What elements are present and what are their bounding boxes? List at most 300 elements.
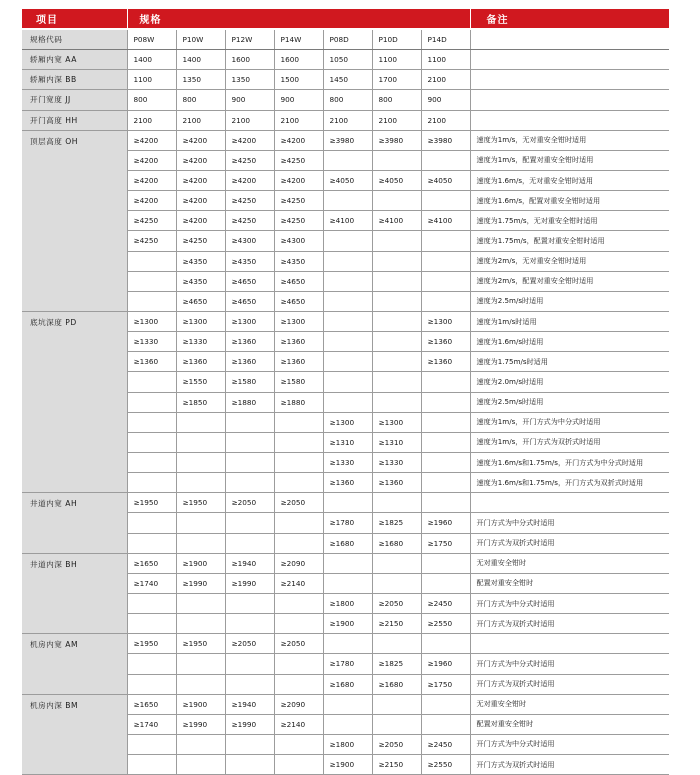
spec-value-cell: ≥1780 (323, 513, 372, 533)
spec-value-cell: ≥2050 (372, 734, 421, 754)
spec-value-cell (323, 714, 372, 734)
spec-value-cell: ≥1300 (421, 311, 470, 331)
spec-value-cell (323, 553, 372, 573)
spec-value-cell (225, 654, 274, 674)
spec-value-cell: P08W (127, 29, 176, 50)
group-label: 顶层高度 OH (22, 130, 127, 311)
row-label: 轿厢内深 BB (22, 70, 127, 90)
spec-value-cell (323, 573, 372, 593)
spec-value-cell: ≥4200 (225, 130, 274, 150)
spec-value-cell: ≥2550 (421, 614, 470, 634)
spec-value-cell (421, 634, 470, 654)
spec-value-cell: ≥1360 (225, 352, 274, 372)
spec-value-cell: 1350 (176, 70, 225, 90)
spec-value-cell: ≥4050 (372, 170, 421, 190)
spec-value-cell (176, 674, 225, 694)
spec-value-cell: ≥1360 (421, 352, 470, 372)
spec-value-cell: ≥4250 (225, 211, 274, 231)
spec-value-cell: ≥2550 (421, 755, 470, 775)
spec-value-cell: ≥1900 (323, 614, 372, 634)
table-body (22, 29, 669, 775)
spec-value-cell (372, 150, 421, 170)
spec-value-cell: ≥4100 (421, 211, 470, 231)
spec-value-cell (372, 573, 421, 593)
spec-value-cell (274, 755, 323, 775)
spec-value-cell: 2100 (421, 70, 470, 90)
spec-value-cell (127, 251, 176, 271)
spec-value-cell (176, 593, 225, 613)
spec-value-cell: 1450 (323, 70, 372, 90)
note-cell: 速度为1.6m/s和1.75m/s，开门方式为双折式时适用 (470, 473, 669, 493)
spec-value-cell (421, 291, 470, 311)
spec-value-cell: 1100 (421, 50, 470, 70)
spec-value-cell: ≥2450 (421, 734, 470, 754)
spec-value-cell: 2100 (274, 110, 323, 130)
spec-value-cell (323, 634, 372, 654)
spec-value-cell: ≥1950 (176, 634, 225, 654)
spec-value-cell: ≥4200 (176, 150, 225, 170)
spec-value-cell (225, 412, 274, 432)
spec-value-cell: 800 (372, 90, 421, 110)
spec-value-cell: ≥4650 (176, 291, 225, 311)
spec-value-cell: ≥1780 (323, 654, 372, 674)
spec-value-cell (127, 593, 176, 613)
spec-value-cell (127, 473, 176, 493)
spec-value-cell: ≥4300 (274, 231, 323, 251)
spec-value-cell: ≥1880 (274, 392, 323, 412)
spec-value-cell (372, 291, 421, 311)
group-label: 机房内宽 AM (22, 634, 127, 694)
note-cell (470, 50, 669, 70)
spec-value-cell: 800 (176, 90, 225, 110)
note-cell (470, 493, 669, 513)
note-cell: 开门方式为双折式时适用 (470, 674, 669, 694)
spec-value-cell: ≥1360 (274, 332, 323, 352)
spec-value-cell: ≥1330 (372, 452, 421, 472)
spec-value-cell (421, 473, 470, 493)
spec-value-cell: ≥1990 (225, 714, 274, 734)
spec-value-cell (274, 674, 323, 694)
spec-value-cell (176, 734, 225, 754)
spec-value-cell: 1400 (176, 50, 225, 70)
spec-value-cell (323, 694, 372, 714)
note-cell: 速度为2.5m/s时适用 (470, 392, 669, 412)
spec-value-cell (323, 493, 372, 513)
spec-value-cell: P14W (274, 29, 323, 50)
spec-value-cell: ≥1990 (225, 573, 274, 593)
spec-value-cell: ≥1900 (323, 755, 372, 775)
note-cell (470, 110, 669, 130)
spec-value-cell (127, 513, 176, 533)
spec-value-cell (421, 251, 470, 271)
spec-value-cell: ≥4650 (225, 291, 274, 311)
spec-value-cell: ≥4200 (127, 191, 176, 211)
note-cell: 速度为2m/s，配置对重安全钳时适用 (470, 271, 669, 291)
spec-value-cell: ≥1650 (127, 694, 176, 714)
spec-value-cell (323, 271, 372, 291)
spec-value-cell: ≥1330 (176, 332, 225, 352)
spec-value-cell: ≥4100 (372, 211, 421, 231)
spec-value-cell: ≥1310 (323, 432, 372, 452)
note-cell: 速度为1.75m/s时适用 (470, 352, 669, 372)
spec-value-cell: P12W (225, 29, 274, 50)
spec-value-cell (127, 271, 176, 291)
table-row (22, 553, 669, 573)
spec-value-cell: ≥2090 (274, 553, 323, 573)
spec-value-cell: ≥4250 (274, 150, 323, 170)
spec-value-cell: ≥1750 (421, 674, 470, 694)
spec-value-cell: ≥4250 (225, 191, 274, 211)
spec-value-cell: 1400 (127, 50, 176, 70)
spec-value-cell (225, 533, 274, 553)
note-cell: 速度为1.75m/s，无对重安全钳时适用 (470, 211, 669, 231)
spec-value-cell (421, 392, 470, 412)
row-label: 轿厢内宽 AA (22, 50, 127, 70)
spec-value-cell: ≥1800 (323, 734, 372, 754)
spec-value-cell: ≥3980 (421, 130, 470, 150)
spec-value-cell: ≥1950 (127, 493, 176, 513)
spec-value-cell: ≥4350 (274, 251, 323, 271)
spec-value-cell (127, 755, 176, 775)
spec-value-cell: ≥2150 (372, 755, 421, 775)
spec-value-cell: 800 (323, 90, 372, 110)
spec-value-cell: 2100 (127, 110, 176, 130)
spec-value-cell (372, 352, 421, 372)
spec-value-cell: 2100 (225, 110, 274, 130)
spec-value-cell (421, 694, 470, 714)
spec-value-cell (225, 452, 274, 472)
spec-value-cell (274, 432, 323, 452)
spec-value-cell: 900 (225, 90, 274, 110)
spec-value-cell: ≥4200 (127, 170, 176, 190)
spec-value-cell (323, 150, 372, 170)
table-row (22, 50, 669, 70)
spec-value-cell: ≥4650 (225, 271, 274, 291)
spec-value-cell (274, 473, 323, 493)
spec-value-cell: ≥4250 (127, 231, 176, 251)
spec-value-cell: ≥1825 (372, 654, 421, 674)
spec-value-cell (225, 473, 274, 493)
spec-value-cell: ≥4350 (225, 251, 274, 271)
spec-value-cell: ≥1300 (176, 311, 225, 331)
spec-value-cell (372, 493, 421, 513)
table-row (22, 493, 669, 513)
spec-value-cell (323, 332, 372, 352)
spec-value-cell: ≥1300 (225, 311, 274, 331)
spec-value-cell (372, 311, 421, 331)
spec-value-cell (127, 654, 176, 674)
spec-value-cell: ≥2140 (274, 714, 323, 734)
table-row (22, 694, 669, 714)
spec-value-cell: ≥1330 (127, 332, 176, 352)
spec-value-cell (176, 432, 225, 452)
spec-value-cell: ≥1900 (176, 694, 225, 714)
spec-value-cell: ≥2050 (225, 634, 274, 654)
spec-value-cell: ≥4050 (323, 170, 372, 190)
spec-value-cell: ≥4200 (176, 211, 225, 231)
spec-value-cell (176, 513, 225, 533)
spec-value-cell: ≥1680 (372, 674, 421, 694)
spec-value-cell: ≥1330 (323, 452, 372, 472)
spec-value-cell (176, 614, 225, 634)
spec-value-cell: ≥4650 (274, 271, 323, 291)
spec-value-cell: ≥4200 (127, 150, 176, 170)
spec-value-cell (274, 614, 323, 634)
spec-value-cell (225, 432, 274, 452)
spec-value-cell (372, 372, 421, 392)
spec-value-cell (274, 452, 323, 472)
spec-value-cell (421, 231, 470, 251)
note-cell: 速度为1m/s，开门方式为双折式时适用 (470, 432, 669, 452)
spec-value-cell: ≥1360 (421, 332, 470, 352)
spec-value-cell (372, 231, 421, 251)
spec-value-cell (372, 714, 421, 734)
table-row (22, 634, 669, 654)
spec-value-cell (323, 392, 372, 412)
spec-value-cell (127, 372, 176, 392)
spec-value-cell (127, 614, 176, 634)
spec-value-cell (127, 674, 176, 694)
spec-value-cell: ≥1740 (127, 714, 176, 734)
header-note: 备注 (470, 9, 669, 29)
spec-value-cell (421, 493, 470, 513)
spec-value-cell (127, 452, 176, 472)
table-row (22, 29, 669, 50)
spec-value-cell: ≥1850 (176, 392, 225, 412)
note-cell: 无对重安全钳时 (470, 553, 669, 573)
note-cell: 速度为1.6m/s，配置对重安全钳时适用 (470, 191, 669, 211)
spec-value-cell: ≥4350 (176, 271, 225, 291)
spec-value-cell (225, 614, 274, 634)
spec-value-cell (274, 533, 323, 553)
note-cell (470, 29, 669, 50)
spec-value-cell: ≥1580 (225, 372, 274, 392)
group-label: 井道内深 BH (22, 553, 127, 634)
spec-value-cell (176, 452, 225, 472)
note-cell: 速度为1m/s时适用 (470, 311, 669, 331)
note-cell: 速度为2m/s，无对重安全钳时适用 (470, 251, 669, 271)
spec-value-cell: 1600 (274, 50, 323, 70)
spec-value-cell: ≥2050 (225, 493, 274, 513)
spec-value-cell: ≥1750 (421, 533, 470, 553)
group-label: 机房内深 BM (22, 694, 127, 775)
spec-value-cell (372, 553, 421, 573)
spec-value-cell: ≥2050 (274, 634, 323, 654)
note-cell: 速度为1.6m/s，无对重安全钳时适用 (470, 170, 669, 190)
spec-value-cell (421, 714, 470, 734)
spec-value-cell: 2100 (323, 110, 372, 130)
table-row (22, 110, 669, 130)
spec-value-cell: ≥1940 (225, 694, 274, 714)
spec-value-cell (372, 392, 421, 412)
note-cell: 无对重安全钳时 (470, 694, 669, 714)
spec-value-cell: 1600 (225, 50, 274, 70)
spec-value-cell: ≥4200 (176, 191, 225, 211)
spec-value-cell: 1500 (274, 70, 323, 90)
note-cell: 开门方式为中分式时适用 (470, 513, 669, 533)
spec-value-cell (176, 412, 225, 432)
header-row (22, 9, 669, 29)
spec-value-cell: ≥1300 (372, 412, 421, 432)
spec-value-cell: 1100 (372, 50, 421, 70)
spec-value-cell: ≥4200 (274, 170, 323, 190)
spec-value-cell: ≥1680 (323, 533, 372, 553)
spec-value-cell (176, 533, 225, 553)
note-cell: 速度为1.75m/s，配置对重安全钳时适用 (470, 231, 669, 251)
spec-value-cell (176, 654, 225, 674)
spec-value-cell: ≥1960 (421, 513, 470, 533)
spec-value-cell: 1100 (127, 70, 176, 90)
spec-value-cell: P10D (372, 29, 421, 50)
spec-value-cell: 1050 (323, 50, 372, 70)
spec-value-cell: ≥1680 (323, 674, 372, 694)
spec-value-cell (421, 150, 470, 170)
spec-value-cell (421, 372, 470, 392)
spec-value-cell: ≥1950 (176, 493, 225, 513)
note-cell: 速度为1.6m/s时适用 (470, 332, 669, 352)
spec-value-cell: ≥4250 (127, 211, 176, 231)
note-cell: 速度为1m/s，配置对重安全钳时适用 (470, 150, 669, 170)
spec-value-cell: ≥1800 (323, 593, 372, 613)
spec-value-cell: ≥4200 (176, 130, 225, 150)
row-label: 规格代码 (22, 29, 127, 50)
spec-value-cell: P10W (176, 29, 225, 50)
note-cell: 配置对重安全钳时 (470, 573, 669, 593)
spec-value-cell (225, 674, 274, 694)
spec-value-cell (274, 734, 323, 754)
spec-value-cell: ≥2150 (372, 614, 421, 634)
spec-value-cell: 2100 (372, 110, 421, 130)
note-cell: 速度为1m/s，开门方式为中分式时适用 (470, 412, 669, 432)
spec-value-cell (421, 452, 470, 472)
note-cell: 速度为2.5m/s时适用 (470, 291, 669, 311)
spec-value-cell: P08D (323, 29, 372, 50)
row-label: 开门高度 HH (22, 110, 127, 130)
spec-value-cell: ≥1310 (372, 432, 421, 452)
spec-value-cell: ≥4200 (127, 130, 176, 150)
spec-value-cell (225, 593, 274, 613)
spec-value-cell: ≥2090 (274, 694, 323, 714)
spec-value-cell: ≥4250 (274, 191, 323, 211)
spec-value-cell: ≥1550 (176, 372, 225, 392)
table-row (22, 70, 669, 90)
note-cell: 配置对重安全钳时 (470, 714, 669, 734)
spec-value-cell: ≥4250 (274, 211, 323, 231)
spec-value-cell: 1350 (225, 70, 274, 90)
spec-value-cell: ≥1990 (176, 573, 225, 593)
spec-value-cell (421, 412, 470, 432)
note-cell: 速度为1m/s，无对重安全钳时适用 (470, 130, 669, 150)
spec-value-cell (274, 412, 323, 432)
spec-value-cell (274, 654, 323, 674)
spec-value-cell (274, 513, 323, 533)
spec-value-cell: ≥4250 (225, 150, 274, 170)
table-row (22, 311, 669, 331)
spec-value-cell: ≥1300 (274, 311, 323, 331)
spec-value-cell (225, 734, 274, 754)
spec-value-cell (176, 473, 225, 493)
spec-value-cell: ≥1360 (274, 352, 323, 372)
group-label: 井道内宽 AH (22, 493, 127, 553)
spec-value-cell (274, 593, 323, 613)
spec-value-cell: ≥1360 (323, 473, 372, 493)
spec-value-cell: ≥2140 (274, 573, 323, 593)
spec-value-cell: ≥2050 (372, 593, 421, 613)
spec-value-cell (225, 755, 274, 775)
note-cell: 开门方式为双折式时适用 (470, 533, 669, 553)
spec-value-cell (421, 553, 470, 573)
spec-value-cell: ≥1880 (225, 392, 274, 412)
spec-value-cell (372, 251, 421, 271)
spec-value-cell: ≥1825 (372, 513, 421, 533)
spec-value-cell (127, 392, 176, 412)
spec-value-cell: ≥4200 (274, 130, 323, 150)
spec-value-cell: 2100 (176, 110, 225, 130)
spec-value-cell: 2100 (421, 110, 470, 130)
table-row (22, 90, 669, 110)
spec-value-cell (323, 352, 372, 372)
spec-value-cell (323, 231, 372, 251)
spec-value-cell: ≥3980 (372, 130, 421, 150)
spec-value-cell (372, 332, 421, 352)
spec-value-cell: ≥1300 (127, 311, 176, 331)
spec-value-cell (421, 573, 470, 593)
spec-value-cell: ≥4200 (225, 170, 274, 190)
spec-value-cell: P14D (421, 29, 470, 50)
spec-value-cell (127, 412, 176, 432)
note-cell (470, 70, 669, 90)
spec-value-cell (372, 271, 421, 291)
note-cell (470, 634, 669, 654)
spec-value-cell (323, 291, 372, 311)
note-cell: 开门方式为中分式时适用 (470, 593, 669, 613)
spec-value-cell: ≥1360 (225, 332, 274, 352)
group-label: 底坑深度 PD (22, 311, 127, 492)
spec-value-cell (127, 533, 176, 553)
spec-value-cell: ≥1360 (176, 352, 225, 372)
table-row (22, 130, 669, 150)
spec-value-cell: ≥4300 (225, 231, 274, 251)
spec-value-cell: 900 (421, 90, 470, 110)
spec-value-cell: ≥2050 (274, 493, 323, 513)
spec-value-cell: ≥3980 (323, 130, 372, 150)
header-spec: 规格 (127, 9, 470, 29)
spec-value-cell: ≥1360 (127, 352, 176, 372)
spec-value-cell (372, 191, 421, 211)
spec-value-cell (225, 513, 274, 533)
spec-value-cell: ≥1580 (274, 372, 323, 392)
spec-value-cell (176, 755, 225, 775)
spec-value-cell: 900 (274, 90, 323, 110)
spec-value-cell (323, 311, 372, 331)
spec-value-cell: ≥1950 (127, 634, 176, 654)
spec-value-cell (127, 291, 176, 311)
spec-value-cell: ≥1740 (127, 573, 176, 593)
spec-value-cell (127, 734, 176, 754)
spec-value-cell: ≥4050 (421, 170, 470, 190)
note-cell: 开门方式为双折式时适用 (470, 614, 669, 634)
spec-value-cell: ≥1960 (421, 654, 470, 674)
spec-value-cell (323, 251, 372, 271)
spec-value-cell (421, 432, 470, 452)
spec-value-cell: ≥4250 (176, 231, 225, 251)
spec-value-cell: ≥1650 (127, 553, 176, 573)
spec-value-cell: ≥1680 (372, 533, 421, 553)
row-label: 开门宽度 JJ (22, 90, 127, 110)
spec-value-cell: ≥4650 (274, 291, 323, 311)
note-cell: 速度为1.6m/s和1.75m/s，开门方式为中分式时适用 (470, 452, 669, 472)
spec-value-cell: ≥1990 (176, 714, 225, 734)
